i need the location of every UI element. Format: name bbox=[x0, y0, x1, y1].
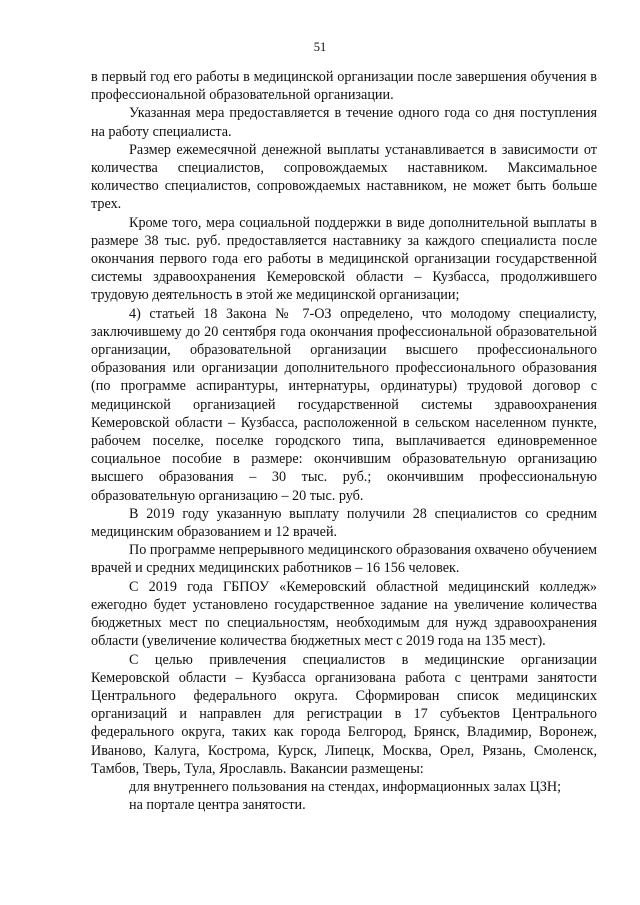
paragraph-medical-college: С 2019 года ГБПОУ «Кемеровский областной медицинский колледж» ежегодно будет установлено государственное задание на увеличение количества бюджетных мест по специальностям, необходимым для нужд здравоохранения области (увеличение количества бюджетных мест с 2019 года на 135 мест). bbox=[91, 578, 597, 650]
list-item-internal-use: для внутреннего пользования на стендах, информационных залах ЦЗН; bbox=[129, 778, 562, 795]
list-item-employment-portal: на портале центра занятости. bbox=[129, 797, 306, 814]
paragraph-employment-centers: С целью привлечения специалистов в медицинские организации Кемеровской области – Кузбасса организована работа с центрами занятости Центрального федерального округа. Сформирован список медицинских организаций и направлен для регистрации в 17 субъектов Центрального федерального округа, таких как города Белгород, Брянск, Владимир, Воронеж, Иваново, Калуга, Кострома, Курск, Липецк, Москва, Орел, Рязань, Смоленск, Тамбов, Тверь, Тула, Ярославль. Вакансии размещены: bbox=[91, 651, 597, 777]
page-number: 51 bbox=[313, 40, 327, 54]
paragraph-2019-payments: В 2019 году указанную выплату получили 28 специалистов со средним медицинским образованием и 12 врачей. bbox=[91, 505, 597, 541]
paragraph-law-article-18: 4) статьей 18 Закона № 7-ОЗ определено, что молодому специалисту, заключившему до 20 сентября года окончания профессиональной образовательной организации, образовательной организации высшего профессионального образования или организации дополнительного профессионального образования (по программе аспирантуры, интернатуры, ординатуры) трудовой договор с медицинской организацией государственной системы здравоохранения Кемеровской области – Кузбасса, расположенной в сельском населенном пункте, рабочем поселке, поселке городского типа, выплачивается единовременное социальное пособие в размере: окончившим образовательную организацию высшего образования – 30 тыс. руб.; окончившим профессиональную образовательную организацию – 20 тыс. руб. bbox=[91, 305, 597, 504]
paragraph-measure-duration: Указанная мера предоставляется в течение одного года со дня поступления на работу специалиста. bbox=[91, 105, 597, 140]
paragraph-payment-size: Размер ежемесячной денежной выплаты устанавливается в зависимости от количества специалистов, сопровождаемых наставником. Максимальное количество специалистов, сопровождаемых наставником, не может быть больше трех. bbox=[91, 141, 597, 213]
paragraph-mentor-payment: Кроме того, мера социальной поддержки в виде дополнительной выплаты в размере 38 тыс. руб. предоставляется наставнику за каждого специалиста после окончания первого года его работы в медицинской организации государственной системы здравоохранения Кемеровской области – Кузбасса, продолжившего трудовую деятельность в этой же медицинской организации; bbox=[91, 214, 597, 304]
paragraph-continuation: в первый год его работы в медицинской организации после завершения обучения в профессиональной образовательной организации. bbox=[91, 69, 597, 104]
paragraph-continuing-education: По программе непрерывного медицинского образования охвачено обучением врачей и средних медицинских работников – 16 156 человек. bbox=[91, 542, 597, 577]
document-body bbox=[91, 68, 597, 814]
